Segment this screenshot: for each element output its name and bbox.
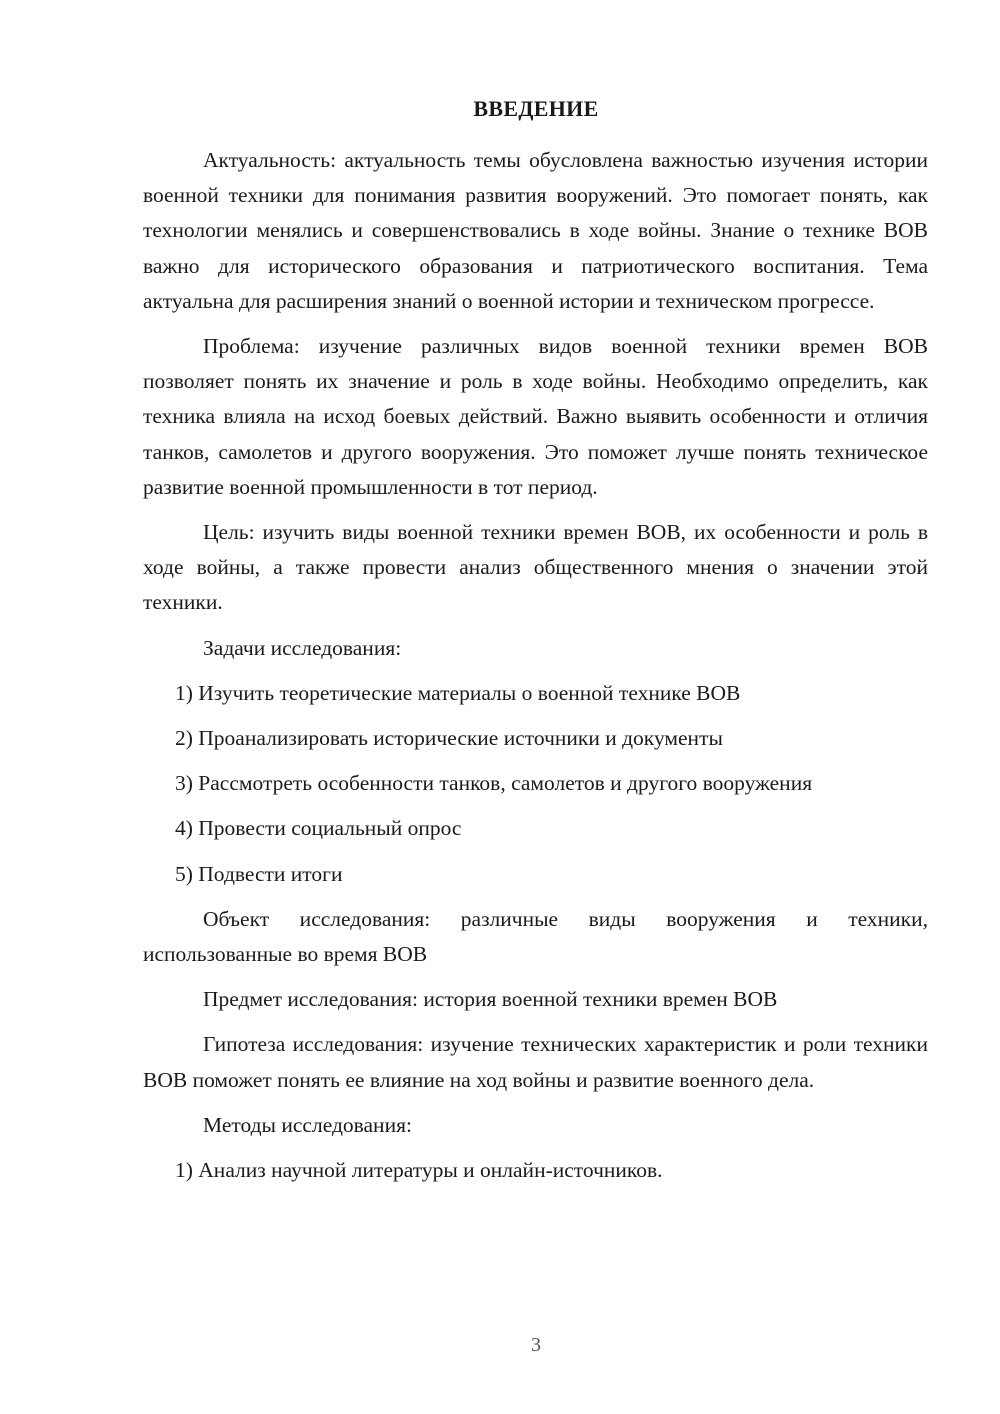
document-body bbox=[143, 143, 928, 1198]
tasks-title: Задачи исследования: bbox=[203, 635, 402, 660]
object-paragraph: Объект исследования: различные виды вооружения и техники, использованные во время ВОВ bbox=[143, 906, 928, 967]
relevance-paragraph: Актуальность: актуальность темы обусловлена важностью изучения истории военной техники для понимания развития вооружений. Это помогает понять, как технологии менялись и совершенствовались в ходе войны. Знание о технике ВОВ важно для исторического образования и патриотического воспитания. Тема актуальна для расширения знаний о военной истории и техническом прогрессе. bbox=[143, 148, 928, 313]
goal-paragraph: Цель: изучить виды военной техники времен ВОВ, их особенности и роль в ходе войны, а также провести анализ общественного мнения о значении этой техники. bbox=[143, 520, 928, 615]
page-number: 3 bbox=[531, 1334, 541, 1356]
task-item: 5) Подвести итоги bbox=[175, 861, 343, 886]
task-item: 3) Рассмотреть особенности танков, самолетов и другого вооружения bbox=[175, 771, 813, 796]
task-item: 2) Проанализировать исторические источники и документы bbox=[175, 726, 723, 751]
subject-paragraph: Предмет исследования: история военной техники времен ВОВ bbox=[203, 987, 778, 1012]
page-title: ВВЕДЕНИЕ bbox=[473, 96, 599, 121]
problem-paragraph: Проблема: изучение различных видов военной техники времен ВОВ позволяет понять их значение и роль в ходе войны. Необходимо определить, как техника влияла на исход боевых действий. Важно выявить особенности и отличия танков, самолетов и другого вооружения. Это поможет лучше понять техническое развитие военной промышленности в тот период. bbox=[143, 334, 928, 499]
methods-title: Методы исследования: bbox=[203, 1112, 412, 1137]
hypothesis-paragraph: Гипотеза исследования: изучение технических характеристик и роли техники ВОВ поможет понять ее влияние на ход войны и развитие военного дела. bbox=[143, 1032, 928, 1092]
method-item: 1) Анализ научной литературы и онлайн-источников. bbox=[175, 1158, 663, 1183]
task-item: 1) Изучить теоретические материалы о военной технике ВОВ bbox=[175, 680, 741, 705]
task-item: 4) Провести социальный опрос bbox=[175, 816, 462, 841]
